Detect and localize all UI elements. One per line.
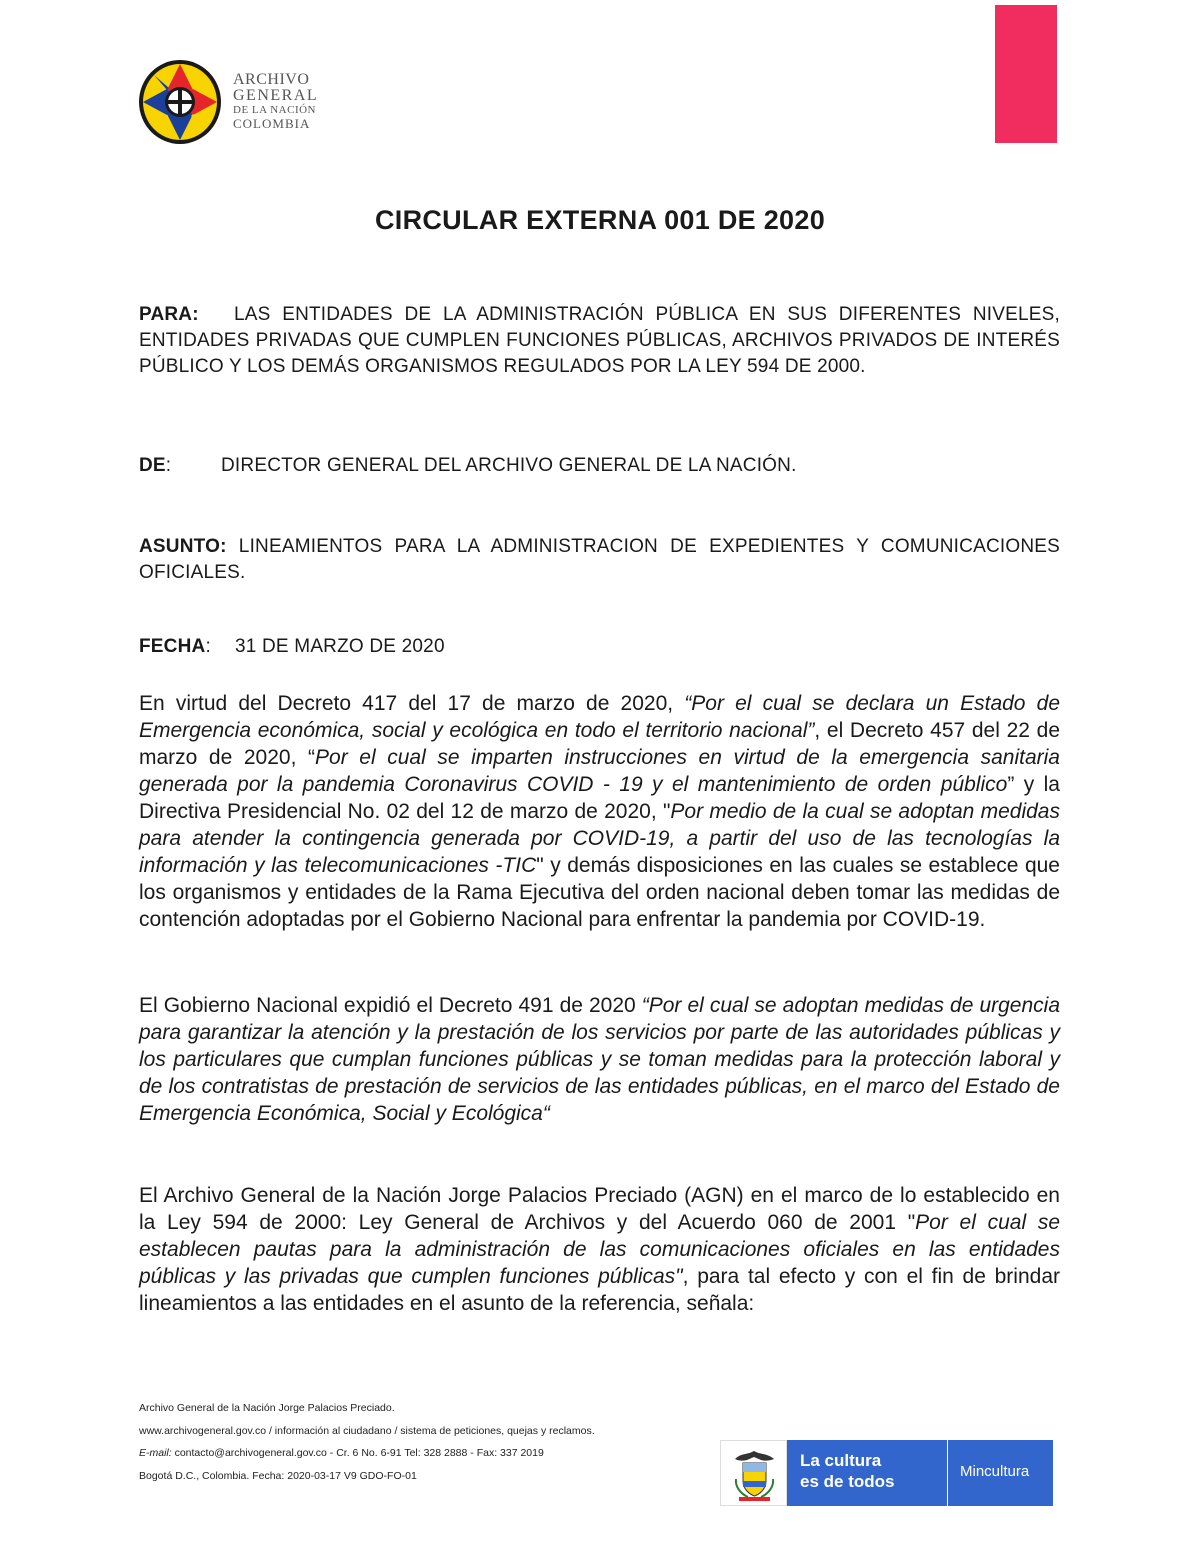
p1-quote-d: Por el cual se imparten instrucciones en virtud de la emergencia sanitaria generada por la pandemia Coronavirus COVID - 19 y el mantenimiento de orden público [139,746,1060,796]
colombia-coat-of-arms-icon [721,1441,788,1507]
agn-logo-text: ARCHIVO GENERAL DE LA NACIÓN COLOMBIA [233,71,319,131]
p1-text-g: " y demás disposiciones en las cuales se establece que los organismos y entidades de la Rama Ejecutiva del orden nacional deben tomar las medidas de contención adoptadas por el Gobierno Nacional para enfrentar la pandemia por COVID-19. [139,854,1060,931]
gov-slogan-box [787,1440,947,1506]
p1-text-c: , el Decreto 457 del 22 de marzo de 2020, “ [139,719,1060,769]
footer-line-1: Archivo General de la Nación Jorge Palacios Preciado. [139,1402,395,1414]
p1-text-e: ” y la Directiva Presidencial No. 02 del 12 de marzo de 2020, " [139,773,1060,823]
gov-ministry-label: Mincultura [960,1463,1030,1480]
de-label: DE [139,455,166,476]
p3-text-a: El Archivo General de la Nación Jorge Palacios Preciado (AGN) en el marco de lo establecido en la Ley 594 de 2000: Ley General de Archivos y del Acuerdo 060 de 2001 " [139,1184,1060,1234]
p2-quote-b: “Por el cual se adoptan medidas de urgencia para garantizar la atención y la prestación de los servicios por parte de las autoridades públicas y los particulares que cumplan funciones públicas y se toman medidas para la protección laboral y de los contratistas de prestación de servicios de las entidades públicas, en el marco del Estado de Emergencia Económica, Social y Ecológica“ [139,994,1060,1125]
p1-quote-f: Por medio de la cual se adoptan medidas para atender la contingencia generada por COVID-19, a partir del uso de las tecnologías la información y las telecomunicaciones -TIC [139,800,1060,877]
p3-quote-b: Por el cual se establecen pautas para la administración de las comunicaciones oficiales en las entidades públicas y las privadas que cumplen funciones públicas" [139,1211,1060,1288]
fecha-colon: : [205,636,211,657]
para-label: PARA: [139,304,199,325]
footer-line-4: Bogotá D.C., Colombia. Fecha: 2020-03-17 V9 GDO-FO-01 [139,1469,417,1482]
asunto-label: ASUNTO: [139,536,227,557]
gov-slogan-line-2: es de todos [800,1472,895,1491]
fecha-text: 31 DE MARZO DE 2020 [235,636,445,657]
footer-email-label: E-mail: [139,1447,172,1459]
agn-logo [137,58,322,148]
asunto-section [139,534,1060,586]
footer-email-text: contacto@archivogeneral.gov.co - Cr. 6 No. 6-91 Tel: 328 2888 - Fax: 337 2019 [171,1447,544,1459]
paragraph-2 [139,992,1060,1127]
footer-line-3 [139,1442,595,1465]
fecha-label: FECHA [139,636,206,657]
p3-text-c: , para tal efecto y con el fin de brindar lineamientos a las entidades en el asunto de la referencia, señala: [139,1265,1061,1315]
page-footer [139,1397,595,1487]
footer-line-2: www.archivogeneral.gov.co / información al ciudadano / sistema de peticiones, quejas y reclamos. [139,1424,595,1437]
gov-shield-box [720,1440,787,1506]
accent-bar [995,5,1057,143]
gov-ministry-box [948,1440,1053,1506]
p1-quote-b: “Por el cual se declara un Estado de Emergencia económica, social y ecológica en todo el territorio nacional” [139,692,1060,742]
document-title: CIRCULAR EXTERNA 001 DE 2020 [374,205,826,235]
paragraph-3 [139,1182,1060,1317]
fecha-section [139,634,1060,660]
gov-slogan-line-1: La cultura [800,1451,882,1470]
p1-text-a: En virtud del Decreto 417 del 17 de marzo de 2020, [139,692,685,715]
paragraph-1 [139,690,1060,933]
p2-text-a: El Gobierno Nacional expidió el Decreto 491 de 2020 [139,994,642,1017]
para-text: LAS ENTIDADES DE LA ADMINISTRACIÓN PÚBLICA EN SUS DIFERENTES NIVELES, ENTIDADES PRIVADAS QUE CUMPLEN FUNCIONES PÚBLICAS, ARCHIVOS PRIVADOS DE INTERÉS PÚBLICO Y LOS DEMÁS ORGANISMOS REGULADOS POR LA LEY 594 DE 2000. [139,304,1061,377]
government-logo [720,1440,1053,1506]
asunto-text: LINEAMIENTOS PARA LA ADMINISTRACION DE EXPEDIENTES Y COMUNICACIONES OFICIALES. [139,536,1060,583]
de-section [139,453,1060,479]
para-section [139,302,1060,380]
agn-emblem-icon [137,58,223,146]
de-colon: : [165,455,172,476]
de-text: DIRECTOR GENERAL DEL ARCHIVO GENERAL DE LA NACIÓN. [221,455,797,476]
